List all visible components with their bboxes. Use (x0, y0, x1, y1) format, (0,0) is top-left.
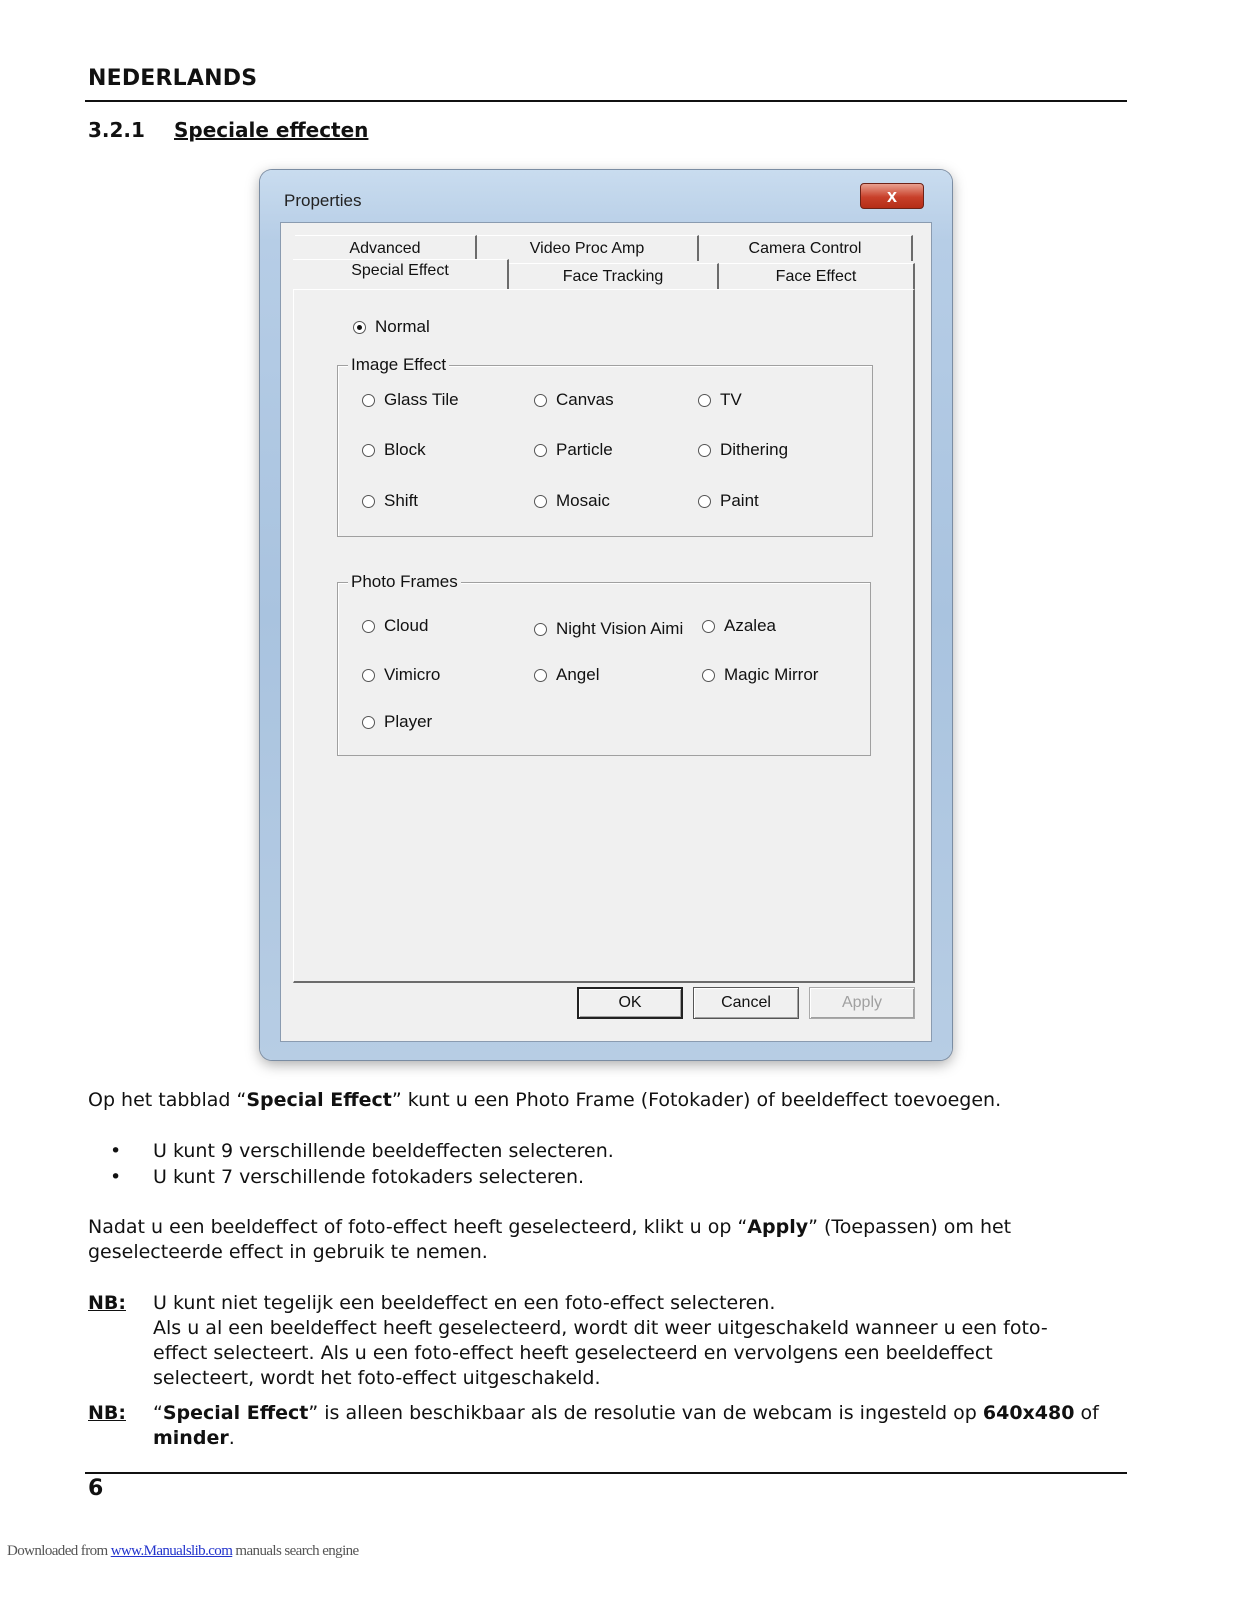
radio-icon (362, 444, 375, 457)
radio-dithering[interactable]: Dithering (698, 440, 788, 460)
radio-icon (534, 394, 547, 407)
radio-icon (534, 623, 547, 636)
radio-angel[interactable]: Angel (534, 665, 599, 685)
radio-icon (362, 716, 375, 729)
tab-special-effect[interactable]: Special Effect (293, 259, 509, 289)
nb-label: NB: (88, 1292, 126, 1314)
close-icon: x (886, 185, 897, 206)
radio-shift[interactable]: Shift (362, 491, 418, 511)
manualslib-link[interactable]: www.Manualslib.com (110, 1543, 233, 1559)
radio-block[interactable]: Block (362, 440, 426, 460)
radio-icon (534, 669, 547, 682)
ok-button[interactable]: OK (577, 987, 683, 1019)
radio-tv[interactable]: TV (698, 390, 742, 410)
section-number: 3.2.1 (88, 118, 145, 142)
header-rule (85, 100, 1127, 102)
radio-icon (362, 394, 375, 407)
radio-icon (534, 444, 547, 457)
radio-vimicro[interactable]: Vimicro (362, 665, 440, 685)
window-title: Properties (284, 191, 362, 210)
radio-azalea[interactable]: Azalea (702, 616, 776, 636)
radio-icon (698, 495, 711, 508)
image-effect-legend: Image Effect (348, 355, 449, 375)
radio-icon (698, 444, 711, 457)
bullet-image-effects: U kunt 9 verschillende beeldeffecten selecteren. (153, 1140, 614, 1162)
language-heading: NEDERLANDS (88, 66, 258, 91)
bullet-dot: • (110, 1140, 122, 1162)
radio-icon (702, 620, 715, 633)
radio-cloud[interactable]: Cloud (362, 616, 428, 636)
tab-advanced[interactable]: Advanced (295, 235, 477, 261)
radio-paint[interactable]: Paint (698, 491, 759, 511)
radio-icon (362, 669, 375, 682)
radio-night-vision-aimi[interactable]: Night Vision Aimi (534, 619, 683, 639)
radio-canvas[interactable]: Canvas (534, 390, 614, 410)
image-effect-group (337, 355, 873, 537)
photo-frames-legend: Photo Frames (348, 572, 461, 592)
radio-magic-mirror[interactable]: Magic Mirror (702, 665, 818, 685)
tab-face-tracking[interactable]: Face Tracking (509, 263, 719, 289)
radio-particle[interactable]: Particle (534, 440, 613, 460)
cancel-button[interactable]: Cancel (693, 987, 799, 1019)
close-button[interactable] (860, 183, 924, 209)
radio-glass-tile[interactable]: Glass Tile (362, 390, 459, 410)
nb2-text: “Special Effect” is alleen beschikbaar als de resolutie van de webcam is ingesteld op 640x480 of minder. (153, 1402, 1099, 1449)
properties-window (260, 170, 952, 1060)
radio-selected-icon (353, 321, 366, 334)
tab-face-effect[interactable]: Face Effect (719, 263, 915, 289)
photo-frames-group (337, 572, 871, 756)
dialog-client-area (280, 222, 932, 1042)
radio-icon (362, 620, 375, 633)
radio-icon (702, 669, 715, 682)
nb-label: NB: (88, 1402, 126, 1424)
radio-player[interactable]: Player (362, 712, 432, 732)
radio-icon (698, 394, 711, 407)
section-title: Speciale effecten (174, 118, 369, 142)
bullet-dot: • (110, 1166, 122, 1188)
tab-video-proc-amp[interactable]: Video Proc Amp (477, 235, 699, 261)
nb1-text: U kunt niet tegelijk een beeldeffect en een foto-effect selecteren. Als u al een beeldeffect heeft geselecteerd, wordt dit weer uitgeschakeld wanneer u een foto- effect selecteert. Als u een foto-effect heeft geselecteerd en vervolgens een beeldeffect selecteert, wordt het foto-effect uitgeschakeld. (153, 1292, 1048, 1389)
bullet-photo-frames: U kunt 7 verschillende fotokaders selecteren. (153, 1166, 585, 1188)
radio-mosaic[interactable]: Mosaic (534, 491, 610, 511)
radio-normal[interactable]: Normal (353, 317, 430, 337)
intro-paragraph: Op het tabblad “Special Effect” kunt u een Photo Frame (Fotokader) of beeldeffect toevoegen. (88, 1089, 1002, 1111)
radio-icon (534, 495, 547, 508)
footer-rule (85, 1472, 1127, 1474)
tab-camera-control[interactable]: Camera Control (699, 235, 913, 261)
apply-paragraph-line2: geselecteerde effect in gebruik te nemen. (88, 1241, 488, 1263)
radio-icon (362, 495, 375, 508)
page-number: 6 (88, 1476, 104, 1501)
apply-button[interactable]: Apply (809, 987, 915, 1019)
apply-paragraph-line1: Nadat u een beeldeffect of foto-effect heeft geselecteerd, klikt u op “Apply” (Toepassen) om het (88, 1216, 1012, 1238)
download-footer: Downloaded from www.Manualslib.com manuals search engine (7, 1543, 359, 1559)
